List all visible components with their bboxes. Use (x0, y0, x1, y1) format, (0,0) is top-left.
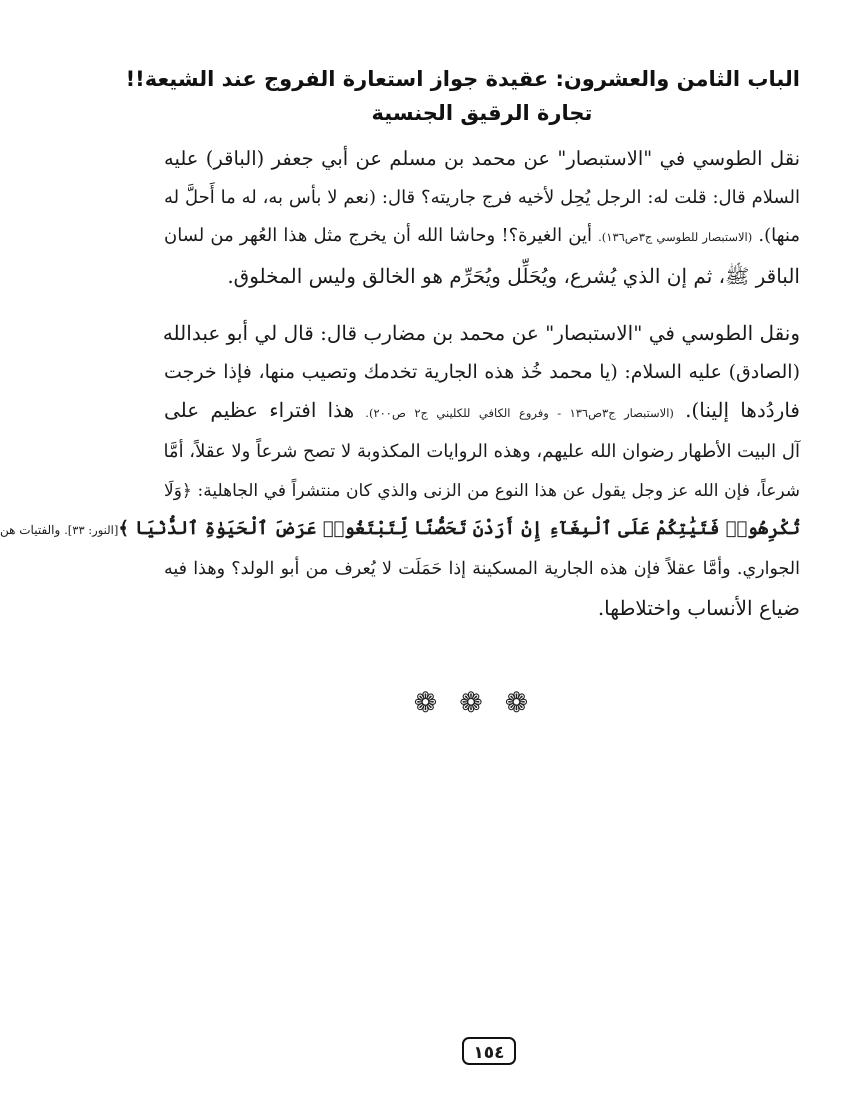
page-number: ١٥٤ (462, 1037, 516, 1065)
flower-ornament-icon: ❁ (413, 686, 460, 719)
citation-ref: (الاستبصار ج٣ص١٣٦ - وفروع الكافي للكليني ج٢ ص٢٠٠). (365, 406, 674, 421)
flower-ornament-icon: ❁ (504, 686, 551, 719)
text-segment: هذا افتراء عظيم على (164, 398, 366, 423)
section-ornament (104, 686, 860, 719)
text-line (164, 217, 800, 257)
chapter-heading (125, 62, 800, 130)
flower-ornament-icon: ❁ (459, 686, 505, 719)
text-line: آل البيت الأطهار رضوان الله عليهم، وهذه الروايات المكذوبة لا تصح شرعاً ولا عقلاً، أمَّا (163, 440, 800, 462)
text-line (0, 510, 800, 550)
text-segment: منها). (752, 225, 800, 247)
text-line: السلام قال: قلت له: الرجل يُحِل لأخيه فرج جاريته؟ قال: (نعم لا بأس به، له ما أَحلَّ له (164, 186, 800, 208)
text-line (164, 391, 800, 433)
body-text (0, 140, 800, 645)
text-segment: والفتيات هن (0, 523, 65, 538)
paragraph (164, 140, 800, 296)
chapter-subtitle: تجارة الرقيق الجنسية (371, 101, 593, 125)
text-line: ضياع الأنساب واختلاطها. (597, 595, 800, 620)
paragraph (0, 314, 800, 628)
text-line: شرعاً، فإن الله عز وجل يقول عن هذا النوع من الزنى والذي كان منتشراً في الجاهلية: ﴿وَلَا (164, 480, 800, 501)
chapter-title: الباب الثامن والعشرون: عقيدة جواز استعارة الفروج عند الشيعة!! (125, 67, 800, 91)
citation-ref: (الاستبصار للطوسي ج٣ص١٣٦). (598, 230, 753, 245)
text-line: (الصادق) عليه السلام: (يا محمد خُذ هذه الجارية تخدمك وتصيب منها، فإذا خرجت (164, 360, 800, 383)
text-segment: فاردُدها إلينا). (673, 398, 800, 423)
text-line: الجواري. وأمَّا عقلاً فإن هذه الجارية المسكينة إذا حَمَلَت لا يُعرف من أبو الولد؟ وهذا فيه (164, 559, 800, 580)
text-line: ونقل الطوسي في "الاستبصار" عن محمد بن مضارب قال: قال لي أبو عبدالله (162, 320, 800, 345)
citation-ref: [النور: ٣٣]. (64, 523, 119, 538)
quran-verse: تُكْرِهُوا۟ فَتَيَٰتِكُمْ عَلَى ٱلْبِغَآءِ إِنْ أَرَدْنَ تَحَصُّنًا لِّتَبْتَغُوا۟ عَرَضَ ٱلْحَيَوٰةِ ٱلدُّنْيَا ﴾ (118, 518, 800, 540)
text-line: نقل الطوسي في "الاستبصار" عن محمد بن مسلم عن أبي جعفر (الباقر) عليه (164, 147, 800, 170)
text-line: الباقر ﷺ، ثم إن الذي يُشرع، ويُحَلِّل ويُحَرِّم هو الخالق وليس المخلوق. (227, 264, 800, 289)
text-segment: أين الغيرة؟! وحاشا الله أن يخرج مثل هذا العُهر من لسان (164, 225, 599, 247)
